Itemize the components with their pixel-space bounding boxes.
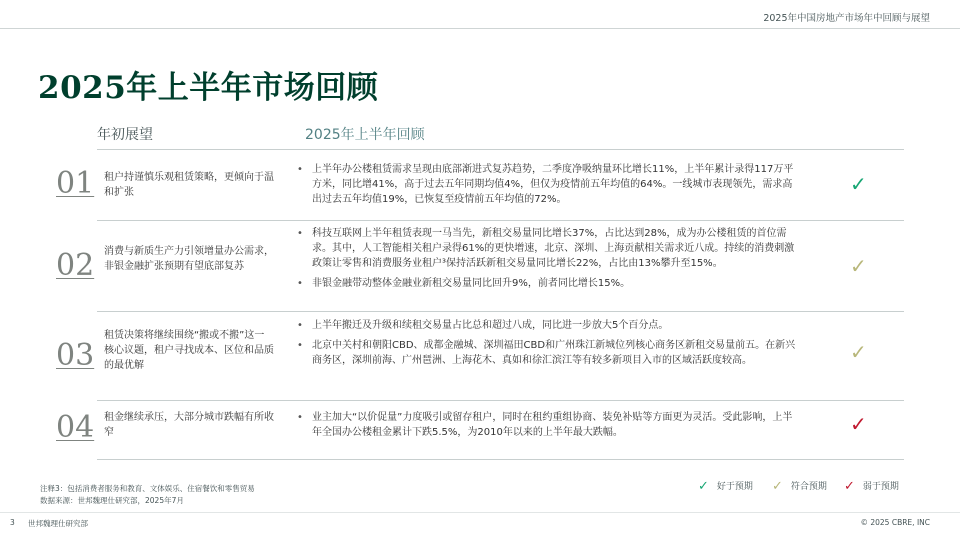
table-divider [97,311,904,312]
legend-worse [844,479,899,494]
review-text [296,226,802,296]
row-number: 04 [56,410,95,445]
table-divider [97,220,904,221]
review-bullet: • 上半年搬迁及升级和续租交易量占比总和超过八成，同比进一步放大5个百分点。 [296,318,802,333]
expectation-text: 消费与新质生产力引领增量办公需求，非银金融扩张预期有望底部复苏 [104,246,274,272]
page-title: 2025年上半年市场回顾 [38,70,379,106]
document-title: 2025年中国房地产市场年中回顾与展望 [763,13,930,24]
review-bullet: • 科技互联网上半年租赁表现一马当先，新租交易量同比增长37%，占比达到28%，成为办公楼租赁的首位需求。其中，人工智能相关租户录得61%的更快增速，北京、深圳、上海贡献相关需求近八成。持续的消费刺激政策让零售和消费服务业租户³保持活跃新租交易量同比增长22%，占比由13%攀升至15%。 [296,226,802,271]
legend-label: 弱于预期 [862,482,899,492]
legend-label: 好于预期 [716,482,753,492]
column-header-expectation: 年初展望 [97,127,153,143]
review-text [296,410,802,445]
expectation-text: 租户持谨慎乐观租赁策略，更倾向于温和扩张 [104,172,274,198]
meets-check-icon: ✓ [850,254,867,278]
review-text [296,162,802,212]
table-row [38,226,904,311]
worse-check-icon: ✓ [844,479,855,494]
legend-meets [772,479,827,494]
better-check-icon: ✓ [698,479,709,494]
worse-check-icon: ✓ [850,412,867,436]
table-divider [97,400,904,401]
review-bullet: • 上半年办公楼租赁需求呈现由底部渐进式复苏趋势，二季度净吸纳量环比增长11%，上半年累计录得117万平方米，同比增41%，高于过去五年同期均值4%，但仅为疫情前五年均值的64%。一线城市表现领先，需求高出过去五年均值19%，已恢复至疫情前五年均值的72%。 [296,162,802,207]
table-row [38,160,904,215]
review-bullet: • 业主加大“以价促量”力度吸引或留存租户，同时在租约重组协商、装免补贴等方面更为灵活。受此影响，上半年全国办公楼租金累计下跌5.5%，为2010年以来的上半年最大跌幅。 [296,410,802,440]
row-number: 03 [56,338,95,373]
footer-copyright: © 2025 CBRE, INC [860,518,930,527]
expectation-text: 租金继续承压，大部分城市跌幅有所收窄 [104,412,274,438]
data-source: 数据来源：世邦魏理仕研究部，2025年7月 [40,496,184,505]
row-number: 01 [56,166,95,201]
meets-check-icon: ✓ [850,340,867,364]
review-text [296,318,802,373]
page-number: 3 [10,518,15,527]
footer-org: 世邦魏理仕研究部 [28,519,88,528]
legend-better [698,479,753,494]
review-bullet: • 非银金融带动整体金融业新租交易量同比回升9%，前者同比增长15%。 [296,276,802,291]
row-number: 02 [56,248,95,283]
column-header-review: 2025年上半年回顾 [305,127,425,143]
table-divider [97,459,904,460]
table-row [38,318,904,400]
expectation-text: 租赁决策将继续围绕“搬或不搬”这一核心议题，租户寻找成本、区位和品质的最优解 [104,330,274,371]
meets-check-icon: ✓ [772,479,783,494]
footer-divider [0,512,960,513]
footnote: 注释3：包括消费者服务和教育、文体娱乐、住宿餐饮和零售贸易 [40,484,255,493]
table-row [38,406,904,456]
legend-label: 符合预期 [790,482,827,492]
better-check-icon: ✓ [850,172,867,196]
review-bullet: • 北京中关村和朝阳CBD、成都金融城、深圳福田CBD和广州珠江新城位列核心商务区新租交易量前五。在新兴商务区，深圳前海、广州琶洲、上海花木、真如和徐汇滨江等有较多新项目入市的区域活跃度较高。 [296,338,802,368]
table-divider [97,149,904,150]
header-divider [0,28,960,29]
